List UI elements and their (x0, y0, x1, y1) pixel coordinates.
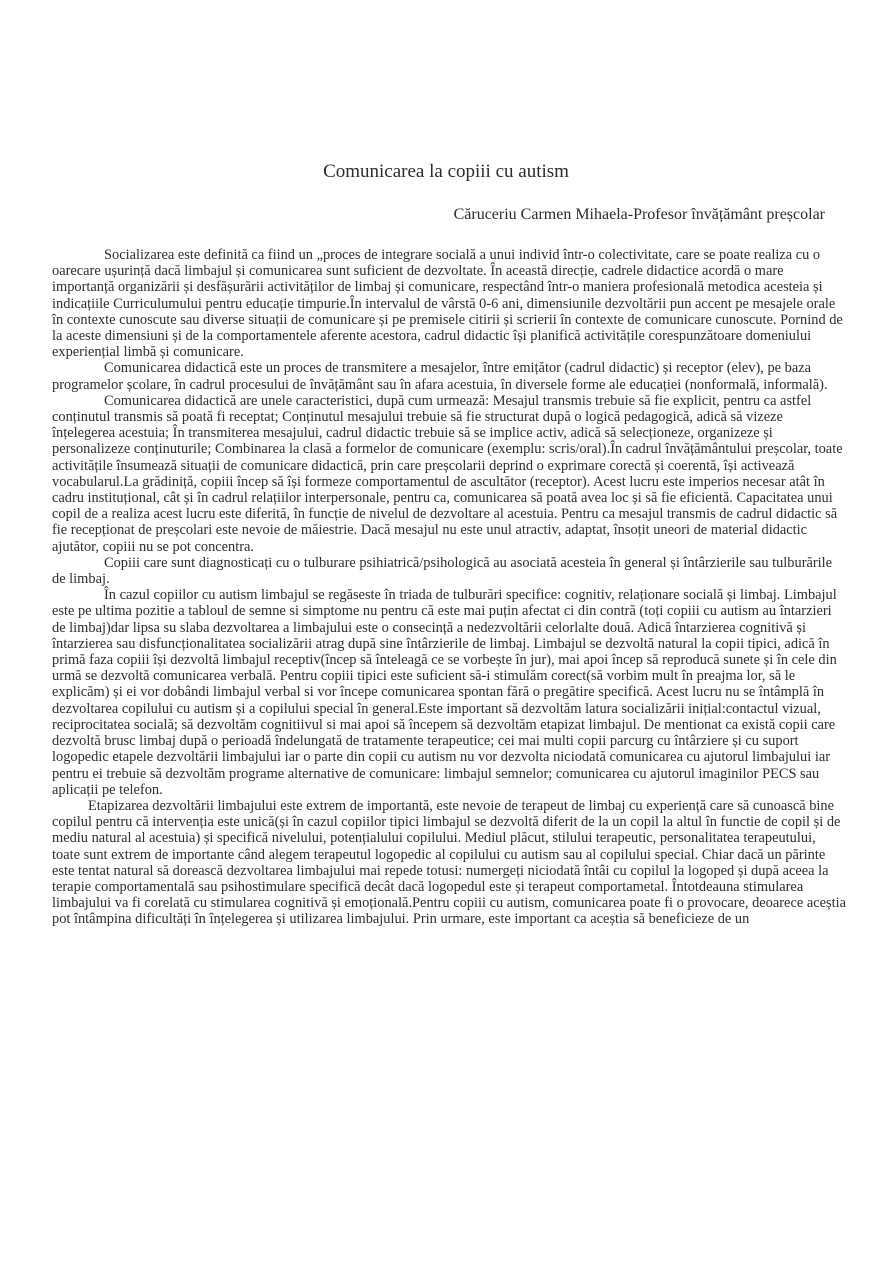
paragraph-autism-limbaj: În cazul copiilor cu autism limbajul se regăseste în triada de tulburări specifice: cognitiv, relaționare socială și limbaj. Limbajul este pe ultima pozitie a tabloul de semne si simptome nu pentru că este mai puțin afectat ci din contră (toți copiii cu autism au întarzieri de limbaj)dar lipsa su slaba dezvoltarea a limbajului este o consecință a nedezvoltării celorlalte două. Adică întarzierea cognitivă și întarzierea sau disfuncționalitatea socializării atrag după sine întârzierile de limbaj. Limbajul se dezvoltă natural la copii tipici, adică în primă faza copiii își dezvoltă limbajul receptiv(încep să înteleagă ce se vorbește în jur), mai apoi încep să reproducă sunete și în cele din urmă se dezvoltă comunicarea verbală. Pentru copiii tipici este suficient să-i stimulăm corect(să vorbim mult în preajma lor, să le explicăm) și ei vor dobândi limbajul verbal si vor începe comunicarea spontan fără o pregătire specifică. Acest lucru nu se întâmplă în dezvoltarea copilului cu autism și a copilului special în general.Este important să dezvoltăm latura socializării inițial:contactul vizual, reciprocitatea socială; să dezvoltăm cognitiivul si mai apoi să începem să dezvoltăm etapizat limbajul. De mentionat ca există copii care dezvoltă brusc limbaj după o perioadă îndelungată de tratamente terapeutice; cei mai multi copii parcurg cu întârziere și cu suport logopedic etapele dezvoltării limbajului iar o parte din copii cu autism nu vor dezvolta niciodată comunicarea cu ajutorul limbajului iar pentru ei trebuie să dezvoltăm programe alternative de comunicare: limbajul semnelor; comunicarea cu ajutorul imaginilor PECS sau aplicații pe telefon. (52, 587, 837, 798)
paragraph-etapizare: Etapizarea dezvoltării limbajului este extrem de importantă, este nevoie de terapeut de limbaj cu experiență care să cunoască bine copilul pentru că intervenția este unică(și în cazul copiilor tipici limbajul se dezvoltă diferit de la un copil la altul în functie de copil și de mediu natural al acestuia) și specifică nivelului, potențialului copilului. Mediul plăcut, stilului terapeutic, personalitatea terapeutului, toate sunt extrem de importante când alegem terapeutul logopedic al copilului cu autism sau al copilului special. Chiar dacă un părinte este tentat natural să dorească dezvoltarea limbajului mai repede totusi: numergeți niciodată întâi cu copilul la logoped și după aceea la terapie comportamentală sau psihostimulare specifică decât dacă logopedul este și terapeut comportametal. Întotdeauna stimularea limbajului va fi corelată cu stimularea cognitivă și emoțională.Pentru copiii cu autism, comunicarea poate fi o provocare, deoarece aceștia pot întâmpina dificultăți în înțelegerea și utilizarea limbajului. Prin urmare, este important ca aceștia să beneficieze de un (52, 797, 846, 928)
paragraph-comunicare-didactica: Comunicarea didactică este un proces de transmitere a mesajelor, între emițător (cadrul didactic) și receptor (elev), pe baza programelor școlare, în cadrul procesului de învățământ sau în afara acestuia, în diversele forme ale educației (nonformală, informală). (52, 360, 828, 393)
document-body (52, 247, 847, 928)
document-author: Căruceriu Carmen Mihaela-Profesor învățământ preșcolar (453, 206, 825, 223)
paragraph-socializare: Socializarea este definită ca fiind un „proces de integrare socială a unui individ într-o colectivitate, care se poate realiza cu o oarecare ușurință dacă limbajul și comunicarea sunt suficient de dezvoltate. În această direcție, cadrele didactice acordă o mare importanță organizării și desfășurării activităților de limbaj și comunicare, respectând într-o maniera profesională metodica acesteia și indicațiile Curriculumului pentru educație timpurie.În intervalul de vârstă 0-6 ani, dimensiunile dezvoltării pun accent pe mesajele orale în contexte cunoscute sau diverse situații de comunicare și pe premisele citirii și scrierii în contexte de comunicare cunoscute. Pornind de la aceste dimensiuni și de la comportamentele aferente acestora, cadrul didactic își planifică activitățile corespunzătoare domeniului experiențial limbă și comunicare. (52, 247, 843, 361)
paragraph-diagnostic: Copiii care sunt diagnosticați cu o tulburare psihiatrică/psihologică au asociată acesteia în general și întârzierile sau tulburările de limbaj. (52, 554, 833, 588)
document-title: Comunicarea la copiii cu autism (323, 161, 569, 182)
paragraph-caracteristici: Comunicarea didactică are unele caracteristici, după cum urmează: Mesajul transmis trebuie să fie explicit, pentru ca astfel conținutul transmis să poată fi receptat; Conținutul mesajului trebuie să fie structurat după o logică pedagogică, adică să vizeze înțelegerea acestuia; În transmiterea mesajului, cadrul didactic trebuie să se implice activ, adică să selecționeze, organizeze și personalizeze conținuturile; Combinarea la clasă a formelor de comunicare (exemplu: scris/oral).În cadrul învățământului preșcolar, toate activitățile însumează situații de comunicare didactică, prin care preșcolarii deprind o exprimare corectă și coerentă, își activează vocabularul.La grădiniță, copiii încep să își formeze comportamentul de ascultător (receptor). Acest lucru este imperios necesar atât în cadru instituțional, cât și în cadrul relațiilor interpersonale, pentru ca, comunicarea să poată avea loc și să fie eficientă. Capacitatea unui copil de a realiza acest lucru este diferită, în funcție de nivelul de dezvoltare al acestuia. Pentru ca mesajul transmis de cadrul didactic să fie recepționat de preșcolari este nevoie de măiestrie. Dacă mesajul nu este unul atractiv, adaptat, însoțit uneori de material didactic ajutător, copiii nu se pot concentra. (52, 392, 843, 555)
